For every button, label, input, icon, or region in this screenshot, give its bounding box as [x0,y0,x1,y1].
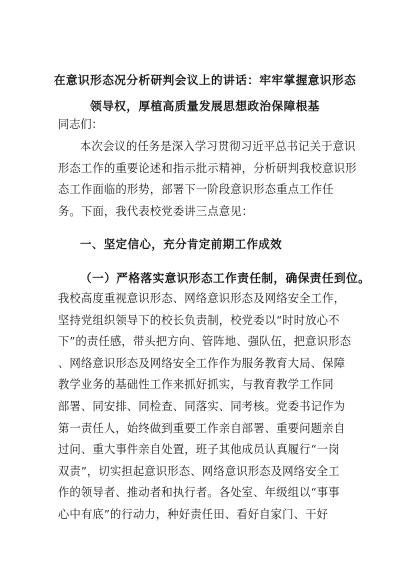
title-line-2: 领导权，厚植高质量发展思想政治保障根基 [90,99,320,113]
title-line-1: 在意识形态况分析研判会议上的讲话：牢牢掌握意识形态 [53,73,357,87]
body-line: 部署、同安排、同检查、同落实、同考核。党委书记作为 [58,399,346,413]
body-line: 心中有底”的行动力，种好责任田、看好自家门、干好 [58,507,329,521]
body-line: 过问、重大事件亲自处置，班子其他成员认真履行“一岗 [58,443,340,457]
body-line: 第一责任人，始终做到重要工作亲自部署、重要问题亲自 [58,421,346,435]
body-line: 我校高度重视意识形态、网络意识形态及网络安全工作， [58,292,346,305]
section-heading-1: 一、坚定信心，充分肯定前期工作成效 [80,237,283,251]
body-line: 、网络意识形态及网络安全工作作为服务教育大局、保障 [58,356,346,370]
body-line: 下”的责任感，带头把方向、管阵地、强队伍，把意识形态 [58,335,352,349]
body-paragraph [58,288,354,526]
body-line: 教学业务的基础性工作来抓好抓实，与教育教学工作同 [58,378,334,392]
intro-paragraph [58,136,357,222]
intro-line: 态工作面临的形势，部署下一阶段意识形态重点工作任 [58,183,334,197]
salutation: 同志们： [58,118,103,131]
intro-line: 务。下面，我代表校党委讲三点意见： [58,204,254,218]
body-line: 坚持党组织领导下的校长负责制，校党委以“时时放心不 [58,313,340,327]
body-line: 双责”，切实担起意识形态、网络意识形态及网络安全工 [58,464,340,478]
body-line: 作的领导者、推动者和执行者。各处室、年级组以“事事 [58,486,340,500]
intro-line: 形态工作的重要论述和指示批示精神，分析研判我校意识形 [58,161,357,175]
document-title [40,67,370,119]
subsection-heading-1: （一）严格落实意识形态工作责任制，确保责任到位。 [80,271,371,285]
intro-line: 本次会议的任务是深入学习贯彻习近平总书记关于意识 [80,140,356,153]
